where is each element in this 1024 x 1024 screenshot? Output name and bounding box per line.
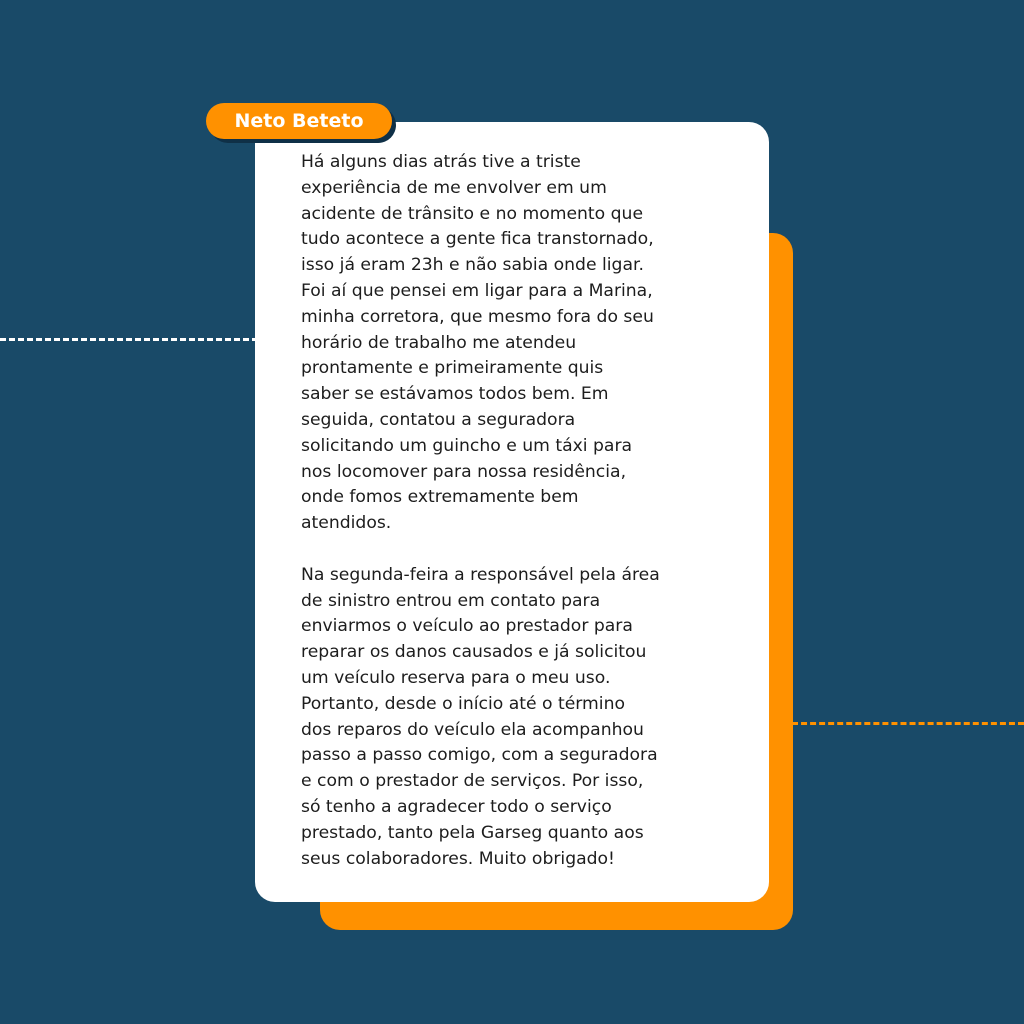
author-name-tag	[206, 103, 392, 139]
testimonial-paragraph-1: Há alguns dias atrás tive a triste experiência de me envolver em um acidente de trânsito e no momento que tudo acontece a gente fica transtornado, isso já eram 23h e não sabia onde ligar. Foi aí que pensei em ligar para a Marina, minha corretora, que mesmo fora do seu horário de trabalho me atendeu prontamente e primeiramente quis saber se estávamos todos bem. Em seguida, contatou a seguradora solicitando um guincho e um táxi para nos locomover para nossa residência, onde fomos extremamente bem atendidos.	[301, 152, 654, 534]
white-dashed-line	[0, 338, 258, 341]
testimonial-paragraph-2: Na segunda-feira a responsável pela área de sinistro entrou em contato para enviarmos o veículo ao prestador para reparar os danos causados e já solicitou um veículo reserva para o meu uso. Portanto, desde o início até o término dos reparos do veículo ela acompanhou passo a passo comigo, com a seguradora e com o prestador de serviços. Por isso, só tenho a agradecer todo o serviço prestado, tanto pela Garseg quanto aos seus colaboradores. Muito obrigado!	[301, 564, 660, 869]
author-name: Neto Beteto	[234, 110, 364, 132]
testimonial-card	[255, 122, 769, 902]
orange-dashed-line	[792, 722, 1024, 725]
